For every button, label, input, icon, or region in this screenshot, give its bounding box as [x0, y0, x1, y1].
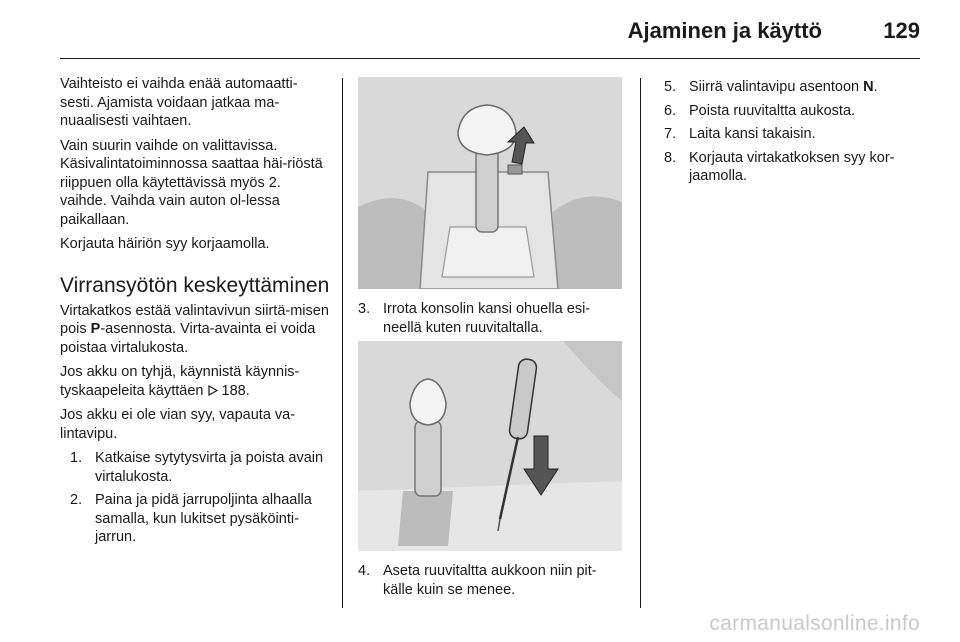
column-divider-left — [342, 78, 343, 608]
step-number: 2. — [70, 492, 83, 508]
text-run: Jos akku on tyhjä, käynnistä käynnis-tyskaapeleita käyttäen — [60, 364, 300, 399]
paragraph: Jos akku ei ole vian syy, vapauta va-lintavipu. — [60, 407, 296, 442]
list-item — [664, 78, 924, 97]
column-middle-step3 — [358, 300, 622, 342]
list-item — [664, 149, 924, 186]
list-item — [358, 300, 622, 337]
step-number: 8. — [664, 149, 677, 166]
step-text: Paina ja pidä jarrupoljinta alhaalla samalla, kun lukitset pysäköinti-jarrun. — [95, 492, 312, 545]
list-item — [60, 491, 330, 547]
step-number: 4. — [358, 563, 371, 579]
text-run: -asennosta. Virta-avainta ei voida poistaa virtalukosta. — [60, 321, 316, 356]
step-text: Aseta ruuvitaltta aukkoon niin pit-källe kuin se menee. — [383, 563, 597, 598]
step-number: 7. — [664, 126, 677, 142]
column-middle-step4 — [358, 562, 622, 604]
column-divider-right — [640, 78, 641, 608]
paragraph: Korjauta häiriön syy korjaamolla. — [60, 236, 270, 252]
list-item — [664, 102, 924, 121]
header-divider — [60, 58, 920, 59]
step-list — [60, 449, 330, 547]
column-right — [664, 78, 924, 191]
watermark: carmanualsonline.info — [709, 612, 920, 635]
paragraph — [60, 363, 330, 400]
step-text: Laita kansi takaisin. — [689, 126, 816, 142]
step-text: Katkaise sytytysvirta ja poista avain virtalukosta. — [95, 450, 324, 485]
header-title: Ajaminen ja käyttö — [627, 18, 822, 43]
page-number: 129 — [883, 18, 920, 43]
gear-lever-console-illustration — [358, 77, 622, 289]
section-heading: Virransyötön keskeyttäminen — [60, 273, 330, 297]
step-list — [358, 300, 622, 337]
step-text: Korjauta virtakatkoksen syy kor-jaamolla. — [689, 149, 895, 184]
page-ref-arrow-icon — [208, 383, 218, 399]
gear-position-label: N — [863, 79, 874, 95]
text-run: Siirrä valintavipu asentoon — [689, 79, 864, 95]
gear-position-label: P — [90, 321, 101, 337]
screwdriver-insert-illustration — [358, 341, 622, 551]
column-left — [60, 75, 330, 552]
step-list — [358, 562, 622, 599]
paragraph — [60, 302, 330, 358]
step-number: 5. — [664, 79, 677, 95]
list-item — [60, 449, 330, 486]
step-text — [689, 78, 924, 97]
page-reference[interactable]: 188. — [221, 382, 250, 399]
paragraph: Vain suurin vaihde on valittavissa. Käsivalintatoiminnossa saattaa häi-riöstä riippuen olla käytettävissä myös 2. vaihde. Vaihda vain auton ol-lessa paikallaan. — [60, 137, 323, 228]
text-run: . — [873, 79, 878, 95]
step-number: 1. — [70, 450, 83, 466]
step-number: 6. — [664, 102, 677, 119]
list-item — [358, 562, 622, 599]
list-item — [664, 125, 924, 144]
step-number: 3. — [358, 301, 371, 317]
paragraph: Vaihteisto ei vaihda enää automaatti-sesti. Ajamista voidaan jatkaa ma-nuaalisesti vaihtaen. — [60, 76, 298, 129]
step-text: Poista ruuvitaltta aukosta. — [689, 102, 856, 119]
step-text: Irrota konsolin kansi ohuella esi-neellä kuten ruuvitaltalla. — [383, 301, 591, 336]
text-run: Virtakatkos estää valintavivun siirtä-misen pois — [60, 302, 329, 337]
step-list — [664, 78, 924, 186]
